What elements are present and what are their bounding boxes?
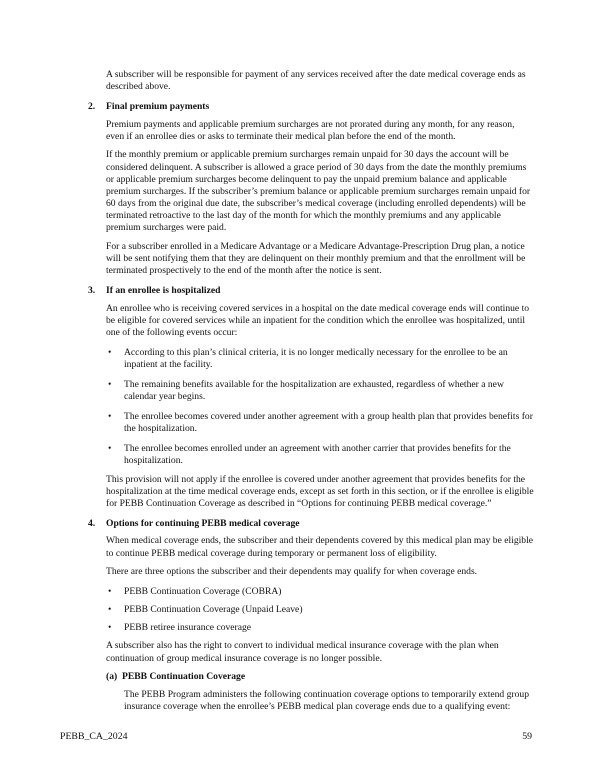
list-item-text: The enrollee becomes enrolled under an agreement with another carrier that provides benefits for the hospitalization. <box>124 443 511 467</box>
list-item-text: The enrollee becomes covered under another agreement with a group health plan that provides benefits for the hospitalization. <box>124 411 533 435</box>
paragraph: There are three options the subscriber and their dependents may qualify for when coverage ends. <box>106 566 478 578</box>
section-title: Options for continuing PEBB medical coverage <box>106 517 300 529</box>
paragraph: An enrollee who is receiving covered services in a hospital on the date medical coverage ends will continue to be eligible for covered services while an inpatient for the condition which the enrollee was hospitalized, until one of the following events occur: <box>106 302 530 338</box>
list-item <box>106 347 534 371</box>
list-item <box>106 411 534 435</box>
list-item <box>106 586 534 598</box>
bullet-icon: • <box>108 346 112 358</box>
list-item-text: PEBB Continuation Coverage (Unpaid Leave) <box>124 604 303 616</box>
subsection-a-heading <box>106 671 534 683</box>
list-item-text: The remaining benefits available for the hospitalization are exhausted, regardless of whether a new calendar year begins. <box>124 378 504 403</box>
paragraph: When medical coverage ends, the subscriber and their dependents covered by this medical plan may be eligible to continue PEBB medical coverage during temporary or permanent loss of eligibility. <box>106 535 534 559</box>
paragraph: This provision will not apply if the enrollee is covered under another agreement that provides benefits for the hospitalization at the time medical coverage ends, except as set forth in this section, or if the enrollee is eligible for PEBB Continuation Coverage as described in “Options for continuing PEBB medical coverage.” <box>106 473 534 509</box>
bullet-icon: • <box>108 378 112 390</box>
list-item-text: PEBB Continuation Coverage (COBRA) <box>124 586 282 598</box>
section-number: 2. <box>88 101 96 113</box>
list-item <box>106 443 534 467</box>
list-item <box>106 604 534 616</box>
paragraph: The PEBB Program administers the following continuation coverage options to temporarily extend group insurance coverage when the enrollee’s PEBB medical plan coverage ends due to a qualifying event: <box>124 688 529 712</box>
page-number: 59 <box>522 731 532 742</box>
list-item-text: PEBB retiree insurance coverage <box>124 622 252 634</box>
section-title: If an enrollee is hospitalized <box>106 284 221 296</box>
section-number: 4. <box>88 517 96 529</box>
page-body <box>88 69 534 719</box>
section-title: Final premium payments <box>106 101 210 113</box>
section-3-heading <box>88 284 534 297</box>
section-4-heading <box>88 517 534 530</box>
paragraph: Premium payments and applicable premium surcharges are not prorated during any month, for any reason, even if an enrollee dies or asks to terminate their medical plan before the end of the month. <box>106 118 515 142</box>
bullet-icon: • <box>108 586 112 598</box>
subsection-title: PEBB Continuation Coverage <box>121 671 246 683</box>
list-item <box>106 622 534 634</box>
document-id: PEBB_CA_2024 <box>60 731 128 742</box>
list-item <box>106 379 534 403</box>
list-item-text: According to this plan’s clinical criteria, it is no longer medically necessary for the enrollee to be an inpatient at the facility. <box>124 346 508 370</box>
section-2-heading <box>88 101 534 113</box>
bullet-icon: • <box>108 604 112 616</box>
section-number: 3. <box>88 284 96 296</box>
paragraph: If the monthly premium or applicable premium surcharges remain unpaid for 30 days the account will be considered delinquent. A subscriber is allowed a grace period of 30 days from the date the monthly premiums or applicable premium surcharges become delinquent to pay the unpaid premium balance and applicable premium surcharges. If the subscriber’s premium balance or applicable premium surcharges remain unpaid for 60 days from the original due date, the subscriber’s medical coverage (including enrolled dependents) will be terminated retroactive to the last day of the month for which the monthly premiums and any applicable premium surcharges were paid. <box>106 149 531 234</box>
bullet-icon: • <box>108 622 112 634</box>
paragraph: For a subscriber enrolled in a Medicare Advantage or a Medicare Advantage-Prescription Drug plan, a notice will be sent notifying them that they are delinquent on their monthly premium and that the enrollment will be terminated prospectively to the end of the month after the notice is sent. <box>106 240 526 276</box>
bullet-icon: • <box>108 411 112 423</box>
page-footer <box>60 731 532 743</box>
subsection-number: (a) <box>106 671 118 683</box>
paragraph: A subscriber also has the right to convert to individual medical insurance coverage with the plan when continuation of group medical insurance coverage is no longer possible. <box>106 640 499 664</box>
intro-paragraph: A subscriber will be responsible for payment of any services received after the date medical coverage ends as described above. <box>106 69 526 93</box>
bullet-icon: • <box>108 443 112 455</box>
